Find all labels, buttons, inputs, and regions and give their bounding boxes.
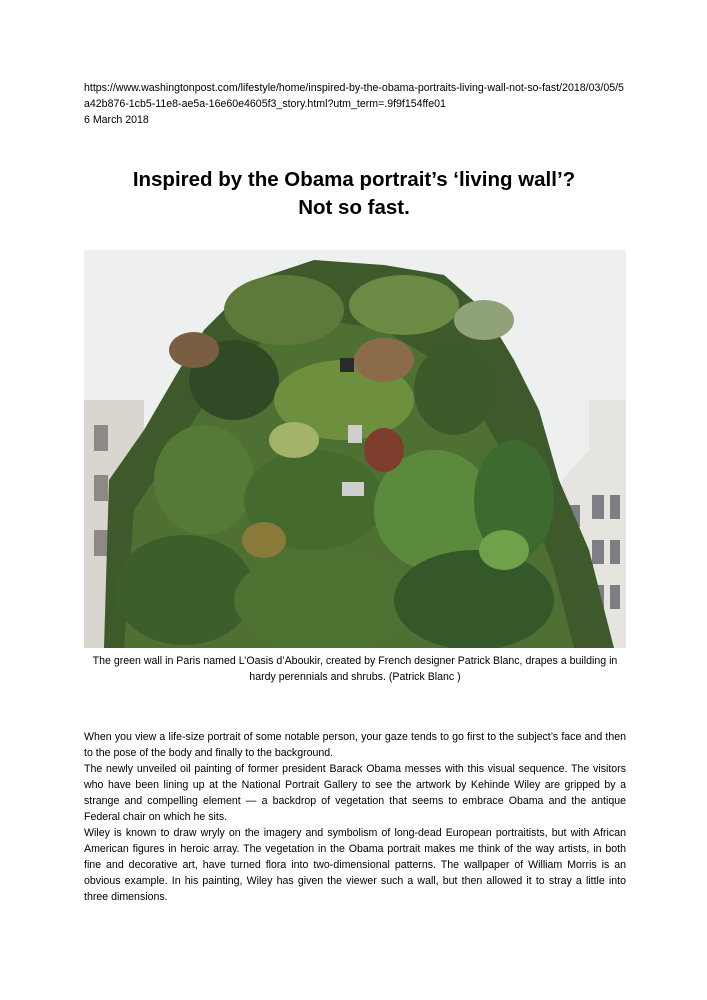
article-header [84,80,624,128]
living-wall-photo [84,250,626,648]
article-body [84,729,626,905]
paragraph: Wiley is known to draw wryly on the imagery and symbolism of long-dead European portraitists, but with African American figures in heroic array. The vegetation in the Obama portrait makes me think of the way artists, in both fine and decorative art, have turned flora into two-dimensional patterns. The wallpaper of William Morris is an obvious example. In his painting, Wiley has given the viewer such a wall, but then allowed it to stray a little into three dimensions. [84,827,626,903]
title-line-1: Inspired by the Obama portrait’s ‘living wall’? [132,168,576,191]
title-line-2: Not so fast. [298,196,410,219]
source-url[interactable]: https://www.washingtonpost.com/lifestyle/home/inspired-by-the-obama-portraits-living-wall-not-so-fast/2018/03/05/5a42b876-1cb5-11e8-ae5a-16e60e4605f3_story.html?utm_term=.9f9f154ffe01 [84,82,624,110]
paragraph: When you view a life-size portrait of some notable person, your gaze tends to go first to the subject’s face and then to the pose of the body and finally to the background. [84,731,626,759]
publication-date: 6 March 2018 [84,114,149,126]
paragraph: The newly unveiled oil painting of former president Barack Obama messes with this visual sequence. The visitors who have been lining up at the National Portrait Gallery to see the artwork by Kehinde Wiley are gripped by a strange and compelling element — a backdrop of vegetation that seems to embrace Obama and the antique Federal chair on which he sits. [84,763,626,823]
photo-caption: The green wall in Paris named L’Oasis d’Aboukir, created by French designer Patrick Blanc, drapes a building in hardy perennials and shrubs. (Patrick Blanc ) [92,655,618,683]
article-title [84,166,624,222]
